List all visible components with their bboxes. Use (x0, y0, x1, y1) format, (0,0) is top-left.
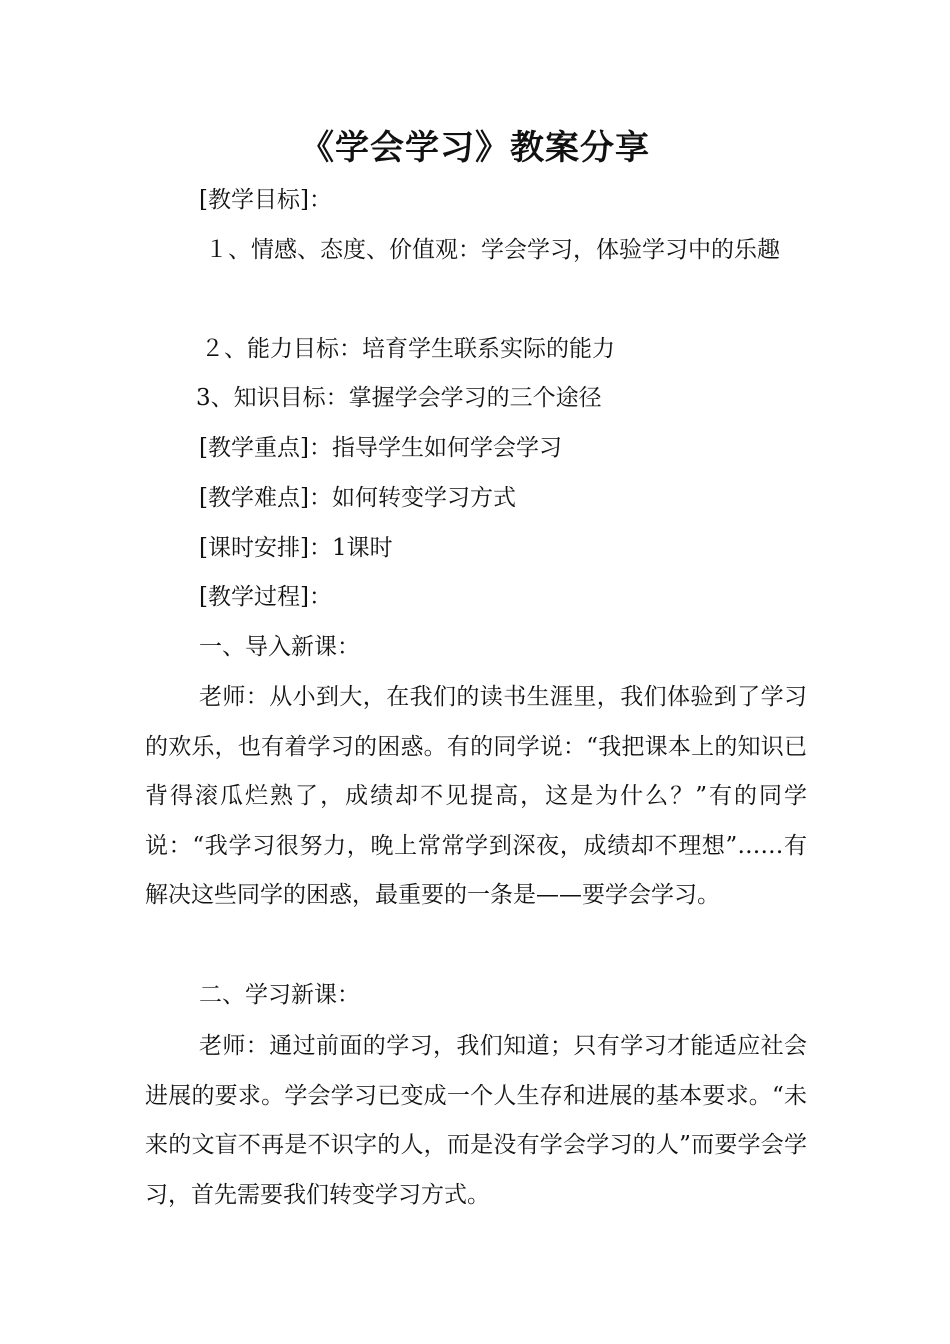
section-2-paragraph: 老师：通过前面的学习，我们知道；只有学习才能适应社会进展的要求。学会学习已变成一个人生存和进展的基本要求。“未来的文盲不再是不识字的人，而是没有学会学习的人”而要学会学习，首先需要我们转变学习方式。 (145, 1033, 807, 1208)
schedule: [课时安排]：1课时 (199, 535, 393, 561)
objective-3: 3、知识目标：掌握学会学习的三个途径 (196, 385, 602, 411)
objectives-heading: [教学目标]： (199, 187, 332, 213)
section-1-heading: 一、导入新课： (199, 634, 360, 660)
objective-2: ２、能力目标：培育学生联系实际的能力 (201, 336, 615, 362)
section-2-heading: 二、学习新课： (199, 982, 360, 1008)
key-point: [教学重点]：指导学生如何学会学习 (199, 435, 562, 461)
process-heading: [教学过程]： (199, 584, 332, 610)
difficulty: [教学难点]：如何转变学习方式 (199, 485, 516, 511)
section-1-paragraph: 老师：从小到大，在我们的读书生涯里，我们体验到了学习的欢乐，也有着学习的困惑。有的同学说：“我把课本上的知识已背得滚瓜烂熟了，成绩却不见提高，这是为什么？”有的同学说：“我学习很努力，晚上常常学到深夜，成绩却不理想”……有解决这些同学的困惑，最重要的一条是——要学会学习。 (145, 684, 807, 909)
objective-1: １、情感、态度、价值观：学会学习，体验学习中的乐趣 (205, 237, 780, 263)
document-title: 《学会学习》教案分享 (300, 128, 650, 168)
